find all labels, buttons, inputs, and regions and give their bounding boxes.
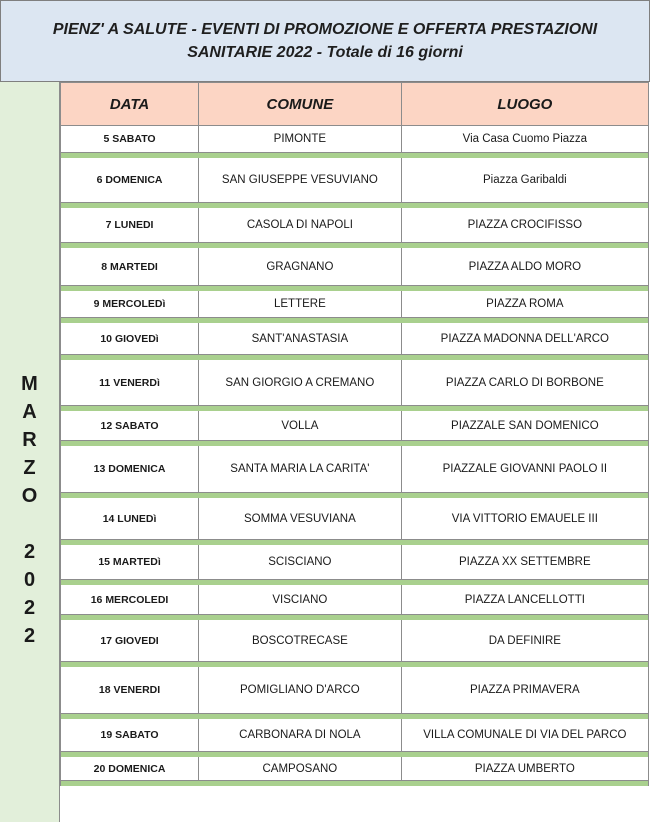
cell-comune: SANT'ANASTASIA — [199, 323, 402, 354]
month-letter: R — [22, 429, 37, 451]
cell-comune: GRAGNANO — [199, 248, 402, 285]
cell-luogo: PIAZZA ALDO MORO — [468, 260, 582, 273]
cell-luogo: PIAZZALE GIOVANNI PAOLO II — [442, 463, 608, 475]
cell-luogo: PIAZZALE SAN DOMENICO — [451, 419, 599, 432]
column-header-luogo: LUOGO — [497, 95, 553, 113]
cell-comune: SANTA MARIA LA CARITA' — [199, 446, 402, 492]
cell-comune: POMIGLIANO D'ARCO — [199, 667, 402, 713]
table-row — [60, 545, 649, 580]
table-row — [60, 291, 649, 318]
month-letter: O — [21, 485, 38, 507]
table-row — [60, 411, 649, 441]
table-header — [60, 82, 649, 126]
table-row — [60, 620, 649, 662]
month-label — [0, 370, 59, 650]
cell-luogo: PIAZZA CROCIFISSO — [467, 219, 583, 231]
table-row — [60, 757, 649, 781]
cell-data: 6 DOMENICA — [61, 158, 199, 202]
year-digit: 0 — [23, 569, 36, 591]
cell-data: 10 GIOVEDì — [61, 323, 199, 354]
table-row — [60, 667, 649, 714]
cell-data: 12 SABATO — [61, 411, 199, 440]
cell-data: 14 LUNEDì — [61, 498, 199, 539]
cell-data: 11 VENERDì — [61, 360, 199, 405]
cell-luogo: Piazza Garibaldi — [482, 174, 567, 186]
cell-data: 15 MARTEDì — [61, 545, 199, 579]
cell-luogo: DA DEFINIRE — [488, 634, 561, 647]
cell-luogo: PIAZZA UMBERTO — [474, 762, 575, 775]
cell-data: 13 DOMENICA — [61, 446, 199, 492]
cell-luogo: PIAZZA PRIMAVERA — [469, 684, 580, 696]
month-letter: M — [21, 373, 38, 395]
table-row — [60, 126, 649, 153]
cell-data: 17 GIOVEDI — [61, 620, 199, 661]
cell-data: 19 SABATO — [61, 719, 199, 751]
table-row — [60, 248, 649, 286]
cell-comune: SAN GIORGIO A CREMANO — [199, 360, 402, 405]
month-label-column — [0, 82, 60, 822]
table-row — [60, 323, 649, 355]
year-digit: 2 — [23, 597, 36, 619]
row-separator — [60, 781, 649, 786]
cell-data: 7 LUNEDI — [61, 208, 199, 242]
year-digit: 2 — [23, 541, 36, 563]
cell-luogo: VIA VITTORIO EMAUELE III — [451, 512, 598, 525]
cell-luogo: PIAZZA ROMA — [486, 298, 564, 310]
cell-comune: VOLLA — [199, 411, 402, 440]
cell-comune: CASOLA DI NAPOLI — [199, 208, 402, 242]
cell-data: 9 MERCOLEDì — [61, 291, 199, 317]
month-letter: Z — [23, 457, 36, 479]
table-row — [60, 585, 649, 615]
cell-luogo: PIAZZA CARLO DI BORBONE — [445, 376, 604, 389]
cell-data: 8 MARTEDI — [61, 248, 199, 285]
cell-comune: BOSCOTRECASE — [199, 620, 402, 661]
cell-comune: LETTERE — [199, 291, 402, 317]
cell-comune: CARBONARA DI NOLA — [199, 719, 402, 751]
table-row — [60, 158, 649, 203]
cell-luogo: PIAZZA MADONNA DELL'ARCO — [440, 332, 610, 345]
cell-comune: PIMONTE — [199, 126, 402, 152]
cell-comune: SOMMA VESUVIANA — [199, 498, 402, 539]
table-row — [60, 360, 649, 406]
cell-data: 20 DOMENICA — [61, 757, 199, 780]
table-row — [60, 498, 649, 540]
events-table — [60, 82, 649, 786]
cell-luogo: PIAZZA LANCELLOTTI — [464, 593, 585, 606]
cell-data: 5 SABATO — [61, 126, 199, 152]
page-title — [0, 0, 650, 82]
cell-data: 18 VENERDI — [61, 667, 199, 713]
table-row — [60, 446, 649, 493]
cell-luogo: Via Casa Cuomo Piazza — [462, 133, 588, 145]
cell-luogo: PIAZZA XX SETTEMBRE — [459, 556, 591, 568]
cell-comune: VISCIANO — [199, 585, 402, 614]
table-row — [60, 719, 649, 752]
month-letter: A — [22, 401, 37, 423]
year-digit: 2 — [23, 625, 36, 647]
cell-data: 16 MERCOLEDI — [61, 585, 199, 614]
column-header-data: DATA — [61, 83, 199, 125]
cell-luogo: VILLA COMUNALE DI VIA DEL PARCO — [423, 729, 627, 741]
month-letter — [0, 510, 59, 538]
cell-comune: SCISCIANO — [199, 545, 402, 579]
table-row — [60, 208, 649, 243]
title-line-1: PIENZ' A SALUTE - EVENTI DI PROMOZIONE E OFFERTA PRESTAZIONI — [52, 21, 598, 38]
cell-comune: CAMPOSANO — [199, 757, 402, 780]
cell-comune: SAN GIUSEPPE VESUVIANO — [199, 158, 402, 202]
column-header-comune: COMUNE — [199, 83, 402, 125]
title-line-2: SANITARIE 2022 - Totale di 16 giorni — [187, 44, 463, 61]
